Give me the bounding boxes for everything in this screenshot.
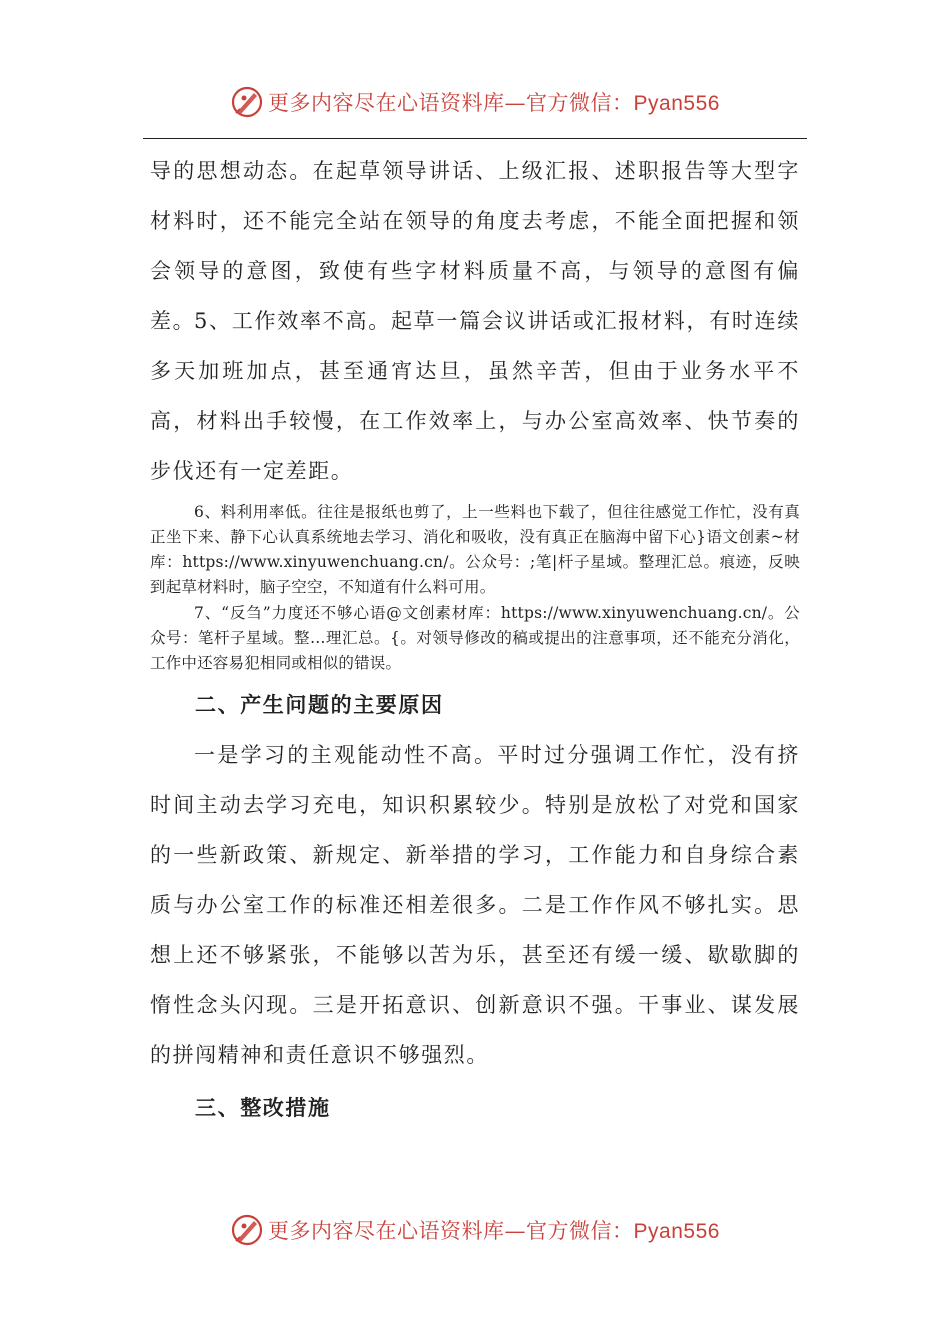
paragraph-continued: 导的思想动态。在起草领导讲话、上级汇报、述职报告等大型字材料时，还不能完全站在领导的角度去考虑，不能全面把握和领会领导的意图，致使有些字材料质量不高，与领导的意图有偏差。 — [150, 159, 800, 333]
paragraph-item-7: 7、“反刍”力度还不够心语@文创素材库：https://www.xinyuwenchuang.cn/。公众号：笔杆子星域。整…理汇总。{。对领导修改的稿或提出的注意事项，还不能充分消化，工作中还容易犯相同或相似的错误。 — [150, 604, 800, 672]
footer-wechat-id: Pyan556 — [633, 1220, 720, 1243]
section-heading-causes: 二、产生问题的主要原因 — [195, 692, 444, 717]
footer-banner — [0, 1208, 950, 1252]
paragraph-item-6: 6、料利用率低。往往是报纸也剪了，上一些料也下载了，但往往感觉工作忙，没有真正坐下来、静下心认真系统地去学习、消化和吸收，没有真正在脑海中留下心}语文创素~材库：https://www.xinyuwenchuang.cn/。公众号：;笔|杆子星域。整理汇总。痕迹，反映到起草材料时，脑子空空，不知道有什么料可用。 — [150, 503, 800, 596]
footer-banner-text: 更多内容尽在心语资料库—官方微信：Pyan556 — [268, 1219, 720, 1243]
header-divider — [143, 138, 807, 139]
header-banner-text: 更多内容尽在心语资料库—官方微信：Pyan556 — [268, 91, 720, 115]
section-heading-measures: 三、整改措施 — [195, 1095, 331, 1120]
quill-logo-icon — [230, 85, 264, 119]
header-wechat-id: Pyan556 — [633, 92, 720, 115]
paragraph-causes: 一是学习的主观能动性不高。平时过分强调工作忙，没有挤时间主动去学习充电，知识积累较少。特别是放松了对党和国家的一些新政策、新规定、新举措的学习，工作能力和自身综合素质与办公室工作的标准还相差很多。二是工作作风不够扎实。思想上还不够紧张，不能够以苦为乐，甚至还有缓一缓、歇歇脚的惰性念头闪现。三是开拓意识、创新意识不强。干事业、谋发展的拼闯精神和责任意识不够强烈。 — [150, 743, 800, 1067]
paragraph-item-5: 5、工作效率不高。起草一篇会议讲话或汇报材料，有时连续多天加班加点，甚至通宵达旦，虽然辛苦，但由于业务水平不高，材料出手较慢，在工作效率上，与办公室高效率、快节奏的步伐还有一定差距。 — [150, 309, 800, 483]
quill-logo-icon — [230, 1213, 264, 1247]
header-banner — [0, 80, 950, 124]
